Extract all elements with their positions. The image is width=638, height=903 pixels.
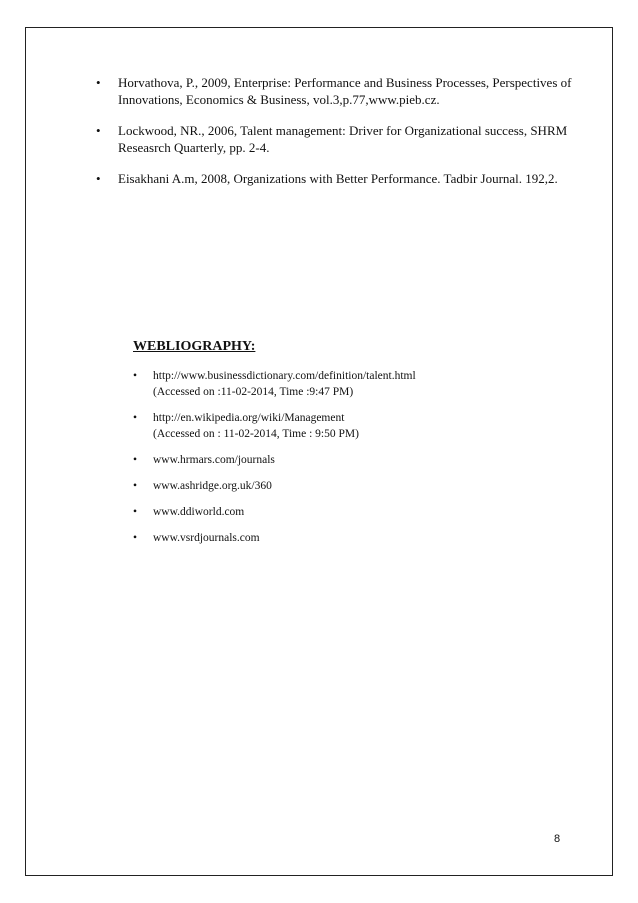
bullet-icon: •: [133, 370, 138, 382]
bullet-icon: •: [96, 75, 101, 90]
bullet-icon: •: [96, 171, 101, 186]
reference-item: [96, 122, 586, 156]
webliography-url[interactable]: www.ashridge.org.uk/360: [153, 480, 272, 492]
webliography-item: [133, 504, 553, 520]
bullet-icon: •: [133, 412, 138, 424]
reference-text: Eisakhani A.m, 2008, Organizations with Better Performance. Tadbir Journal. 192,2.: [118, 171, 558, 186]
reference-list: [96, 74, 586, 201]
webliography-url[interactable]: http://en.wikipedia.org/wiki/Management: [153, 412, 345, 424]
bullet-icon: •: [133, 506, 138, 518]
reference-item: [96, 170, 586, 187]
webliography-item: [133, 452, 553, 468]
webliography-url[interactable]: www.vsrdjournals.com: [153, 532, 260, 544]
webliography-list: [133, 368, 553, 546]
bullet-icon: •: [133, 454, 138, 466]
webliography-item: [133, 410, 553, 442]
webliography-section: [133, 338, 553, 556]
webliography-accessed: (Accessed on :11-02-2014, Time :9:47 PM): [153, 386, 354, 398]
webliography-url[interactable]: http://www.businessdictionary.com/definition/talent.html: [153, 370, 416, 382]
bullet-icon: •: [96, 123, 101, 138]
webliography-item: [133, 368, 553, 400]
webliography-url[interactable]: www.hrmars.com/journals: [153, 454, 275, 466]
page-number: 8: [554, 833, 561, 845]
webliography-accessed: (Accessed on : 11-02-2014, Time : 9:50 PM): [153, 428, 359, 440]
bullet-icon: •: [133, 480, 138, 492]
reference-text: Lockwood, NR., 2006, Talent management: Driver for Organizational success, SHRM Reseasrch Quarterly, pp. 2-4.: [118, 123, 568, 155]
reference-text: Horvathova, P., 2009, Enterprise: Performance and Business Processes, Perspectives of Innovations, Economics & Business, vol.3,p.77,www.pieb.cz.: [118, 75, 572, 107]
webliography-item: [133, 530, 553, 546]
webliography-item: [133, 478, 553, 494]
bullet-icon: •: [133, 532, 138, 544]
reference-item: [96, 74, 586, 108]
webliography-url[interactable]: www.ddiworld.com: [153, 506, 245, 518]
webliography-title: WEBLIOGRAPHY:: [133, 339, 256, 354]
